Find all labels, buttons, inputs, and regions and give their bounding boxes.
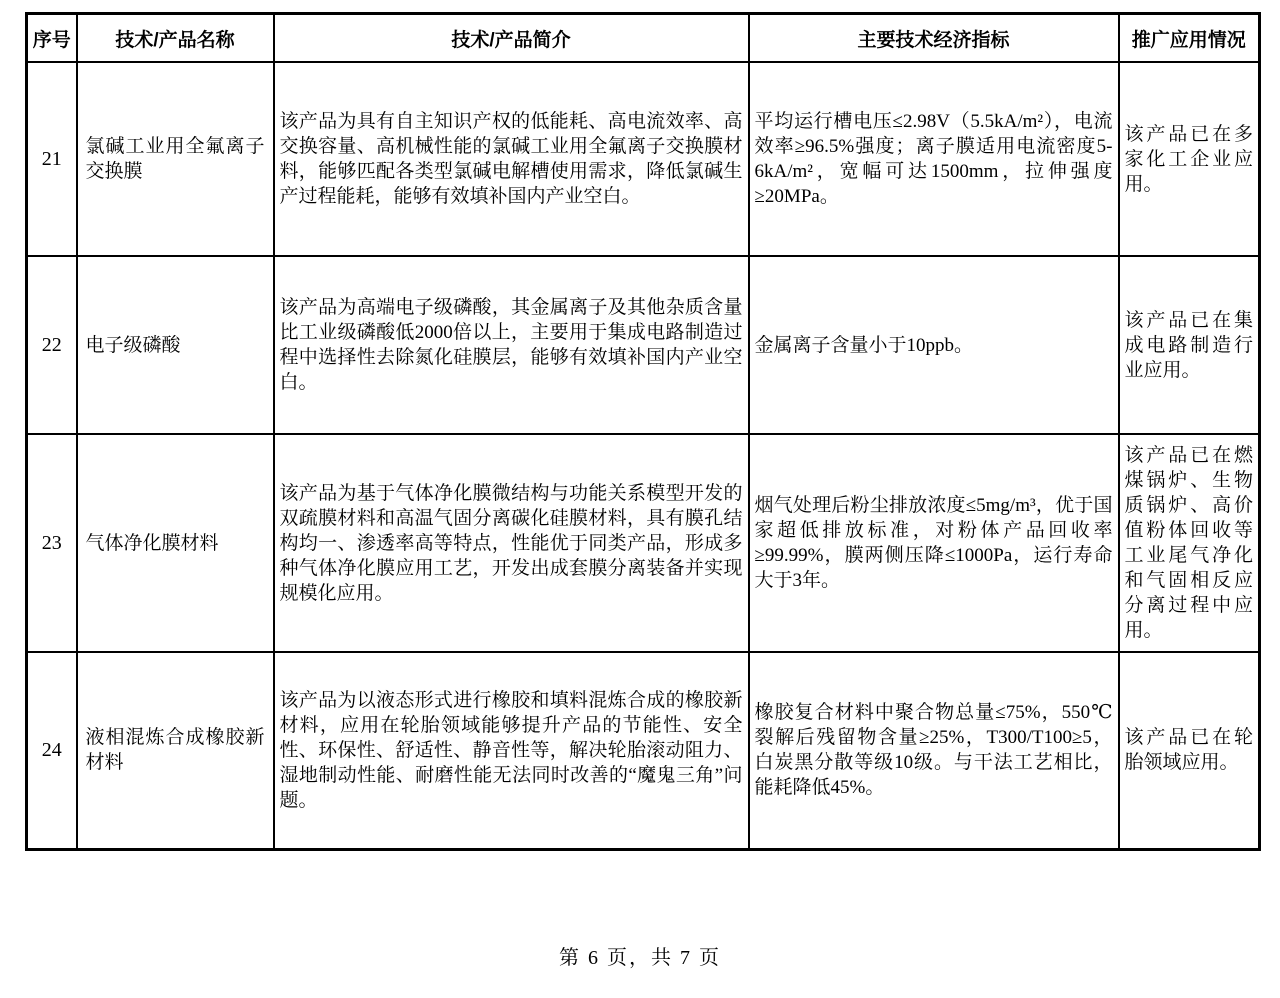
product-intro-cell: 该产品为基于气体净化膜微结构与功能关系模型开发的双疏膜材料和高温气固分离碳化硅膜材料，具有膜孔结构均一、渗透率高等特点，性能优于同类产品，形成多种气体净化膜应用工艺，开发出成套膜分离装备并实现规模化应用。: [274, 434, 749, 652]
product-name-cell: 气体净化膜材料: [77, 434, 274, 652]
application-cell: 该产品已在轮胎领域应用。: [1119, 652, 1260, 849]
row-number-cell: 23: [27, 434, 77, 652]
technology-table: [25, 12, 1261, 851]
page-number: 第 6 页，共 7 页: [559, 947, 721, 969]
indicators-cell: 橡胶复合材料中聚合物总量≤75%，550℃裂解后残留物含量≥25%，T300/T100≥5，白炭黑分散等级10级。与干法工艺相比，能耗降低45%。: [749, 652, 1119, 849]
application-cell: 该产品已在集成电路制造行业应用。: [1119, 256, 1260, 434]
indicators-cell: 金属离子含量小于10ppb。: [749, 256, 1119, 434]
table-row: [27, 256, 1260, 434]
product-intro-cell: 该产品为以液态形式进行橡胶和填料混炼合成的橡胶新材料，应用在轮胎领域能够提升产品的节能性、安全性、环保性、舒适性、静音性等，解决轮胎滚动阻力、湿地制动性能、耐磨性能无法同时改善的“魔鬼三角”问题。: [274, 652, 749, 849]
column-header-name: 技术/产品名称: [77, 14, 274, 63]
row-number-cell: 22: [27, 256, 77, 434]
product-name-cell: 液相混炼合成橡胶新材料: [77, 652, 274, 849]
table-header-row: [27, 14, 1260, 63]
product-intro-cell: 该产品为具有自主知识产权的低能耗、高电流效率、高交换容量、高机械性能的氯碱工业用全氟离子交换膜材料，能够匹配各类型氯碱电解槽使用需求，降低氯碱生产过程能耗，能够有效填补国内产业空白。: [274, 62, 749, 256]
row-number-cell: 21: [27, 62, 77, 256]
table-row: [27, 434, 1260, 652]
row-number-cell: 24: [27, 652, 77, 849]
application-cell: 该产品已在燃煤锅炉、生物质锅炉、高价值粉体回收等工业尾气净化和气固相反应分离过程中应用。: [1119, 434, 1260, 652]
indicators-cell: 平均运行槽电压≤2.98V（5.5kA/m²），电流效率≥96.5%强度；离子膜适用电流密度5-6kA/m²，宽幅可达1500mm，拉伸强度≥20MPa。: [749, 62, 1119, 256]
column-header-indicators: 主要技术经济指标: [749, 14, 1119, 63]
page-footer: [0, 941, 1280, 970]
table-row: [27, 62, 1260, 256]
product-intro-cell: 该产品为高端电子级磷酸，其金属离子及其他杂质含量比工业级磷酸低2000倍以上，主要用于集成电路制造过程中选择性去除氮化硅膜层，能够有效填补国内产业空白。: [274, 256, 749, 434]
indicators-cell: 烟气处理后粉尘排放浓度≤5mg/m³，优于国家超低排放标准，对粉体产品回收率≥99.99%，膜两侧压降≤1000Pa，运行寿命大于3年。: [749, 434, 1119, 652]
column-header-application: 推广应用情况: [1119, 14, 1260, 63]
application-cell: 该产品已在多家化工企业应用。: [1119, 62, 1260, 256]
column-header-intro: 技术/产品简介: [274, 14, 749, 63]
column-header-no: 序号: [27, 14, 77, 63]
table-row: [27, 652, 1260, 849]
product-name-cell: 电子级磷酸: [77, 256, 274, 434]
product-name-cell: 氯碱工业用全氟离子交换膜: [77, 62, 274, 256]
